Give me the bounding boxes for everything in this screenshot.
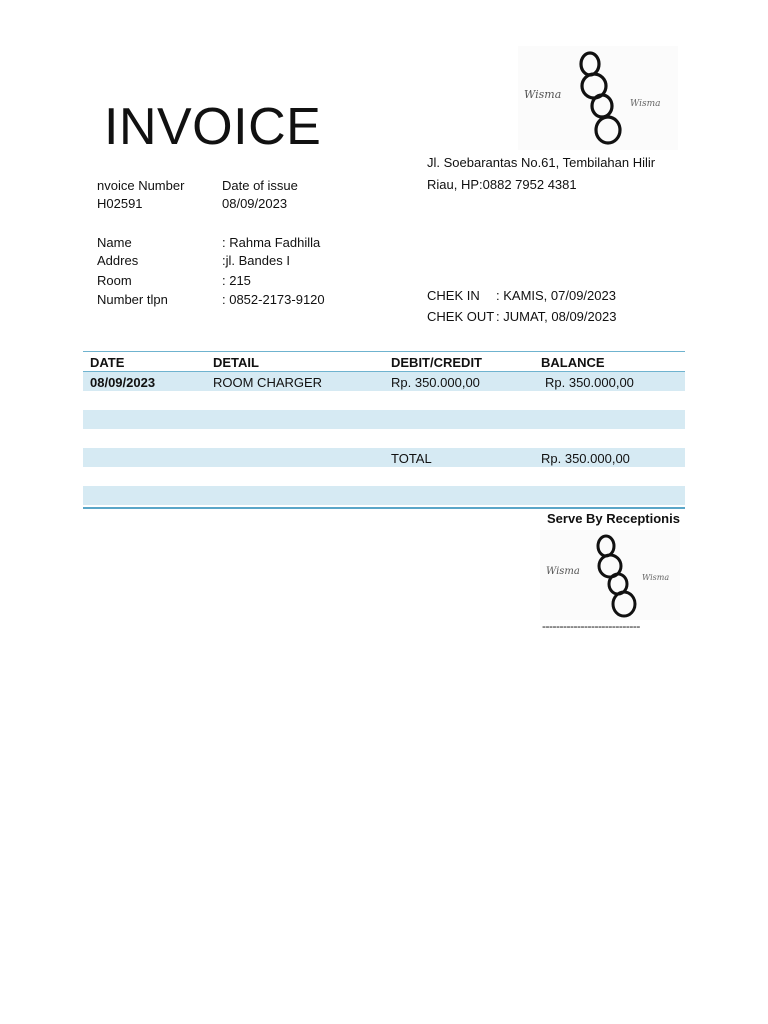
- customer-address-value: :jl. Bandes I: [222, 253, 290, 268]
- total-label: TOTAL: [391, 451, 432, 466]
- company-address-line2: Riau, HP:0882 7952 4381: [427, 177, 577, 192]
- served-by-label: Serve By Receptionis: [547, 511, 680, 526]
- customer-name-label: Name: [97, 235, 132, 250]
- checkout-label: CHEK OUT: [427, 309, 495, 324]
- row-date: 08/09/2023: [90, 375, 156, 390]
- checkin-value: : KAMIS, 07/09/2023: [496, 288, 616, 303]
- row-debit: Rp. 350.000,00: [391, 375, 480, 390]
- phone-value: : 0852-2173-9120: [222, 292, 325, 307]
- signature-script-left: Wisma: [546, 566, 580, 577]
- invoice-number-label: nvoice Number: [97, 178, 185, 193]
- wisma-888-logo: [518, 46, 678, 150]
- date-of-issue-value: 08/09/2023: [222, 196, 288, 211]
- table-row-band: [83, 486, 685, 505]
- customer-address-label: Addres: [97, 253, 139, 268]
- room-value: : 215: [222, 273, 251, 288]
- phone-label: Number tlpn: [97, 292, 168, 307]
- logo-script-right: Wisma: [630, 99, 661, 109]
- page-title: INVOICE: [104, 98, 322, 156]
- customer-name-value: : Rahma Fadhilla: [222, 235, 321, 250]
- column-header-debit-credit: DEBIT/CREDIT: [391, 355, 482, 370]
- room-label: Room: [97, 273, 132, 288]
- table-row-band: [83, 410, 685, 429]
- billing-table: [83, 351, 685, 509]
- signature-script-right: Wisma: [642, 573, 670, 582]
- checkout-value: : JUMAT, 08/09/2023: [496, 309, 617, 324]
- logo-script-left: Wisma: [524, 88, 562, 101]
- table-top-rule: [83, 351, 685, 352]
- column-header-detail: DETAIL: [213, 355, 259, 370]
- row-detail: ROOM CHARGER: [213, 375, 323, 390]
- company-address-line1: Jl. Soebarantas No.61, Tembilahan Hilir: [427, 155, 656, 170]
- row-balance: Rp. 350.000,00: [545, 375, 634, 390]
- total-value: Rp. 350.000,00: [541, 451, 630, 466]
- column-header-date: DATE: [90, 355, 125, 370]
- checkin-label: CHEK IN: [427, 288, 480, 303]
- date-of-issue-label: Date of issue: [222, 178, 298, 193]
- signature-logo: [540, 530, 680, 620]
- column-header-balance: BALANCE: [541, 355, 605, 370]
- invoice-number-value: H02591: [97, 196, 143, 211]
- signature-line: ----------------------------: [542, 619, 640, 633]
